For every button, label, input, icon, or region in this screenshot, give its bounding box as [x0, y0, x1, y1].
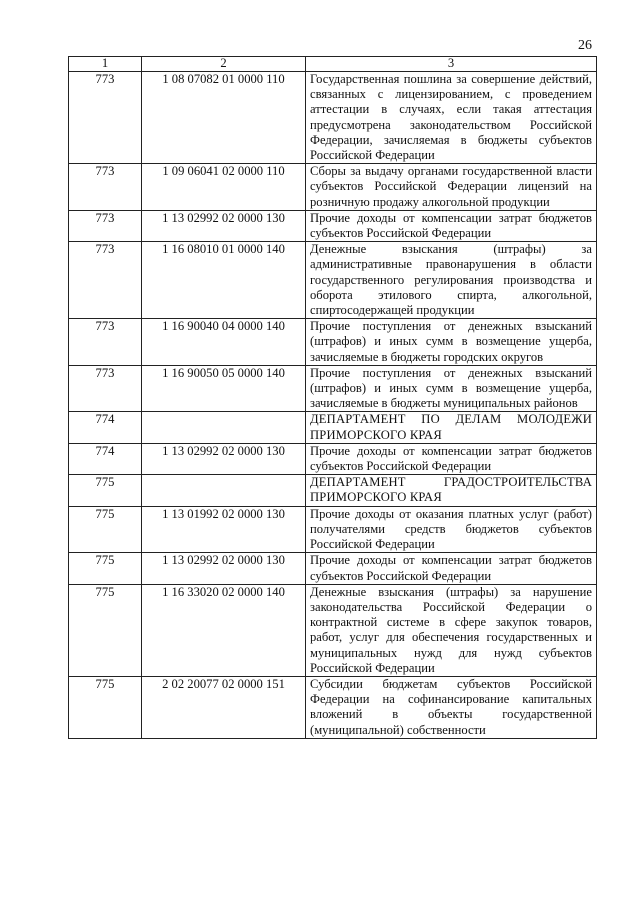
revenue-code-cell: 1 13 02992 02 0000 130: [142, 210, 306, 241]
description-cell: ДЕПАРТАМЕНТ ПО ДЕЛАМ МОЛОДЕЖИ ПРИМОРСКОГО КРАЯ: [306, 412, 597, 443]
admin-code-cell: 775: [69, 553, 142, 584]
description-cell: Сборы за выдачу органами государственной власти субъектов Российской Федерации лицензий на розничную продажу алкогольной продукции: [306, 164, 597, 211]
description-cell: Прочие доходы от оказания платных услуг (работ) получателями средств бюджетов субъектов Российской Федерации: [306, 506, 597, 553]
admin-code-cell: 773: [69, 72, 142, 164]
revenue-code-cell: 1 09 06041 02 0000 110: [142, 164, 306, 211]
table-row: [69, 412, 597, 443]
revenue-code-cell: 1 13 01992 02 0000 130: [142, 506, 306, 553]
table-row: [69, 242, 597, 319]
revenue-code-cell: 1 13 02992 02 0000 130: [142, 443, 306, 474]
description-cell: Прочие поступления от денежных взысканий (штрафов) и иных сумм в возмещение ущерба, зачисляемые в бюджеты муниципальных районов: [306, 365, 597, 412]
revenue-code-cell: 1 16 33020 02 0000 140: [142, 584, 306, 676]
admin-code-cell: 773: [69, 210, 142, 241]
admin-code-cell: 775: [69, 676, 142, 738]
table-row: [69, 553, 597, 584]
admin-code-cell: 774: [69, 412, 142, 443]
admin-code-cell: 773: [69, 365, 142, 412]
admin-code-cell: 775: [69, 506, 142, 553]
table-row: [69, 365, 597, 412]
description-cell: ДЕПАРТАМЕНТ ГРАДОСТРОИТЕЛЬСТВА ПРИМОРСКОГО КРАЯ: [306, 475, 597, 506]
table-header-row: [69, 57, 597, 72]
admin-code-cell: 775: [69, 584, 142, 676]
description-cell: Прочие поступления от денежных взысканий (штрафов) и иных сумм в возмещение ущерба, зачисляемые в бюджеты городских округов: [306, 319, 597, 366]
revenue-code-cell: [142, 412, 306, 443]
table-row: [69, 443, 597, 474]
description-cell: Денежные взыскания (штрафы) за нарушение законодательства Российской Федерации о контрактной системе в сфере закупок товаров, работ, услуг для обеспечения государственных и муниципальных нужд для нужд субъектов Российской Федерации: [306, 584, 597, 676]
revenue-code-cell: 1 16 90050 05 0000 140: [142, 365, 306, 412]
page-number: 26: [578, 38, 592, 53]
description-cell: Денежные взыскания (штрафы) за административные правонарушения в области государственного регулирования производства и оборота этилового спирта, алкогольной, спиртосодержащей продукции: [306, 242, 597, 319]
revenue-code-cell: [142, 475, 306, 506]
table-row: [69, 475, 597, 506]
table-row: [69, 584, 597, 676]
revenue-codes-table: [68, 56, 597, 739]
table-row: [69, 506, 597, 553]
revenue-code-cell: 1 16 08010 01 0000 140: [142, 242, 306, 319]
admin-code-cell: 775: [69, 475, 142, 506]
description-cell: Государственная пошлина за совершение действий, связанных с лицензированием, с проведением аттестации в случаях, если такая аттестация предусмотрена законодательством Российской Федерации, зачисляемая в бюджеты субъектов Российской Федерации: [306, 72, 597, 164]
admin-code-cell: 774: [69, 443, 142, 474]
table-row: [69, 319, 597, 366]
description-cell: Прочие доходы от компенсации затрат бюджетов субъектов Российской Федерации: [306, 443, 597, 474]
header-col-3: 3: [306, 57, 597, 72]
header-col-1: 1: [69, 57, 142, 72]
admin-code-cell: 773: [69, 319, 142, 366]
table-row: [69, 210, 597, 241]
admin-code-cell: 773: [69, 164, 142, 211]
description-cell: Прочие доходы от компенсации затрат бюджетов субъектов Российской Федерации: [306, 210, 597, 241]
admin-code-cell: 773: [69, 242, 142, 319]
table-row: [69, 164, 597, 211]
table-row: [69, 676, 597, 738]
description-cell: Прочие доходы от компенсации затрат бюджетов субъектов Российской Федерации: [306, 553, 597, 584]
description-cell: Субсидии бюджетам субъектов Российской Федерации на софинансирование капитальных вложений в объекты государственной (муниципальной) собственности: [306, 676, 597, 738]
revenue-code-cell: 2 02 20077 02 0000 151: [142, 676, 306, 738]
table-row: [69, 72, 597, 164]
revenue-code-cell: 1 13 02992 02 0000 130: [142, 553, 306, 584]
revenue-code-cell: 1 08 07082 01 0000 110: [142, 72, 306, 164]
header-col-2: 2: [142, 57, 306, 72]
revenue-code-cell: 1 16 90040 04 0000 140: [142, 319, 306, 366]
